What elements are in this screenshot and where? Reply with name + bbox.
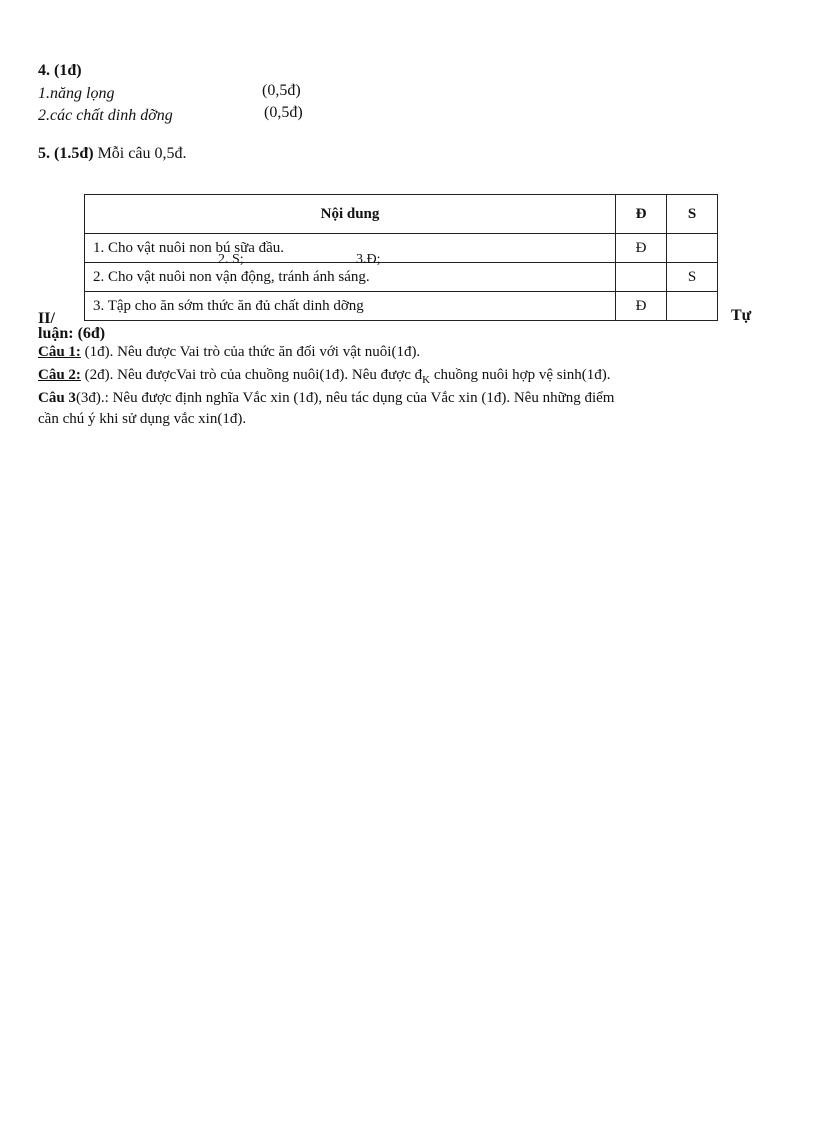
cau1-line [38,344,420,361]
cau2-subscript: K [422,374,431,386]
cau2-text: (2đ). Nêu đượcVai trò của chuồng nuôi(1đ). Nêu được đ [84,367,423,383]
cau2-line [38,367,611,386]
row-3-s [667,292,718,321]
section-2-suffix: Tự [731,307,752,324]
q4-score-2: (0,5đ) [264,104,303,121]
table-overlay-1: 2. S; [218,252,244,267]
q5-line [38,145,186,163]
table-row [85,263,718,292]
table-header-row [85,195,718,234]
cau2-text-end: chuồng nuôi hợp vệ sinh(1đ). [430,367,611,383]
cau3-line-1 [38,390,614,407]
row-1-d: Đ [616,234,667,263]
header-d: Đ [616,195,667,234]
q5-note: Mỗi câu 0,5đ. [97,145,187,162]
q4-heading: 4. (1đ) [38,62,82,79]
row-1-content: 1. Cho vật nuôi non bú sữa đầu. [85,234,616,263]
row-2-d [616,263,667,292]
answer-table [84,194,718,321]
row-3-d: Đ [616,292,667,321]
cau1-text: (1đ). Nêu được Vai trò của thức ăn đối với vật nuôi(1đ). [84,344,421,360]
cau1-label: Câu 1: [38,344,81,360]
q4-score-1: (0,5đ) [262,82,301,99]
row-3-content: 3. Tập cho ăn sớm thức ăn đủ chất dinh dỡng [85,292,616,321]
row-2-s: S [667,263,718,292]
row-2-content: 2. Cho vật nuôi non vận động, tránh ánh sáng. [85,263,616,292]
table-row [85,292,718,321]
cau3-line-2: cần chú ý khi sử dụng vắc xin(1đ). [38,411,247,427]
cau3-label: Câu 3 [38,390,76,406]
header-content: Nội dung [85,195,616,234]
header-s: S [667,195,718,234]
section-2-prefix: II/ [38,310,55,327]
q5-heading: 5. (1.5đ) [38,145,94,162]
cau3-text-1: (3đ).: Nêu được định nghĩa Vắc xin (1đ), nêu tác dụng của Vắc xin (1đ). Nêu những điểm [75,390,615,406]
cau2-label: Câu 2: [38,367,81,383]
table-overlay-2: 3.Đ; [356,252,381,267]
row-1-s [667,234,718,263]
table-row [85,234,718,263]
section-2-heading: luận: (6đ) [38,325,106,342]
q4-line-2: 2.các chất dinh dỡng [38,107,173,124]
q4-line-1: 1.năng lọng [38,85,115,102]
